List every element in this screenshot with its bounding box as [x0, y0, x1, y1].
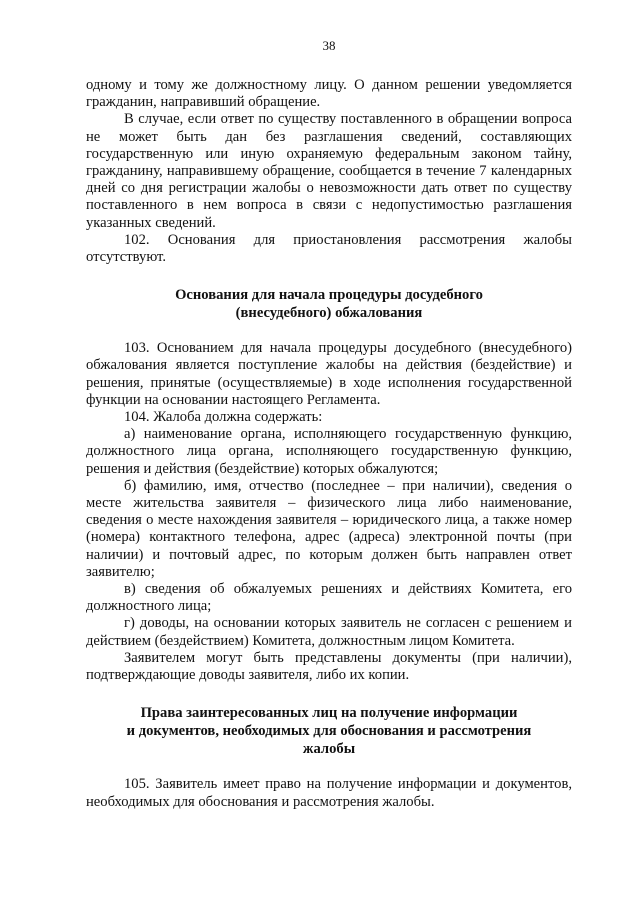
paragraph-documents: Заявителем могут быть представлены документы (при наличии), подтверждающие доводы заявителя, либо их копии.	[86, 649, 572, 684]
section-heading-rights	[86, 704, 572, 758]
heading-line: и документов, необходимых для обоснования и рассмотрения	[126, 723, 532, 740]
heading-line: Основания для начала процедуры досудебного	[175, 287, 483, 304]
paragraph-105: 105. Заявитель имеет право на получение информации и документов, необходимых для обоснования и рассмотрения жалобы.	[86, 776, 572, 810]
paragraph-103: 103. Основанием для начала процедуры досудебного (внесудебного) обжалования является поступление жалобы на действия (бездействие) и решения, принятые (осуществляемые) в ходе исполнения государственной функции на основании настоящего Регламента.	[86, 340, 572, 408]
heading-line: (внесудебного) обжалования	[235, 305, 423, 322]
page-number: 38	[322, 38, 336, 53]
heading-line: жалобы	[302, 741, 356, 758]
paragraph-104: 104. Жалоба должна содержать:	[124, 409, 323, 426]
list-item-a: а) наименование органа, исполняющего государственную функцию, должностного лица органа, исполняющего государственную функцию, решения и действия (бездействие) которых обжалуются;	[86, 426, 572, 477]
section-heading-pretrial-grounds	[86, 286, 572, 322]
paragraph-102: 102. Основания для приостановления рассмотрения жалобы отсутствуют.	[86, 231, 572, 266]
list-item-g: г) доводы, на основании которых заявитель не согласен с решением и действием (бездействием) Комитета, должностным лицом Комитета.	[86, 615, 572, 649]
heading-line: Права заинтересованных лиц на получение информации	[140, 705, 518, 722]
paragraph-secret-info: В случае, если ответ по существу поставленного в обращении вопроса не может быть дан без разглашения сведений, составляющих государственную или иную охраняемую федеральным законом тайну, гражданину, направившему обращение, сообщается в течение 7 календарных дней со дня регистрации жалобы о невозможности дать ответ по существу поставленного в нем вопроса в связи с недопустимостью разглашения указанных сведений.	[86, 111, 572, 231]
paragraph-continuation: одному и тому же должностному лицу. О данном решении уведомляется гражданин, направивший обращение.	[86, 77, 572, 111]
list-item-b: б) фамилию, имя, отчество (последнее – при наличии), сведения о месте жительства заявителя – физического лица либо наименование, сведения о месте нахождения заявителя – юридического лица, а также номер (номера) контактного телефона, адрес (адреса) электронной почты (при наличии) и почтовый адрес, по которым должен быть направлен ответ заявителю;	[86, 477, 572, 580]
list-item-v: в) сведения об обжалуемых решениях и действиях Комитета, его должностного лица;	[86, 581, 572, 615]
